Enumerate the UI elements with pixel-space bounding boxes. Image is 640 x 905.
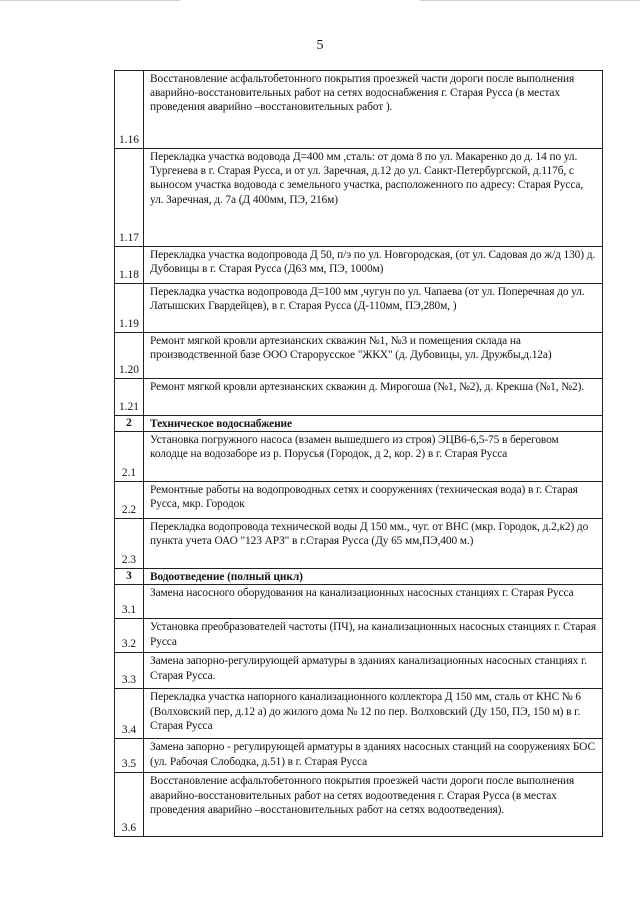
work-description: Установка преобразователей частоты (ПЧ), на канализационных насосных станциях г. Старая Русса <box>144 619 603 653</box>
row-number: 1.19 <box>115 284 144 333</box>
work-description: Замена насосного оборудования на канализационных насосных станциях г. Старая Русса <box>144 585 603 619</box>
row-number: 1.16 <box>115 71 144 149</box>
table-row <box>115 284 603 333</box>
table-row <box>115 432 603 482</box>
table-row <box>115 653 603 689</box>
row-number: 1.17 <box>115 149 144 247</box>
table-row <box>115 379 603 416</box>
table-row <box>115 689 603 739</box>
page-number: 5 <box>316 38 324 53</box>
table-row <box>115 149 603 247</box>
scan-edge-line <box>420 0 640 1</box>
work-description: Ремонт мягкой кровли артезианских скважин д. Мирогоша (№1, №2), д. Крекша (№1, №2). <box>144 379 603 416</box>
table-row <box>115 585 603 619</box>
row-number: 2 <box>115 416 144 432</box>
row-number: 2.2 <box>115 482 144 519</box>
work-description: Перекладка водопровода технической воды Д 150 мм., чуг. от ВНС (мкр. Городок, д.2,к2) до пункта учета ОАО "123 АРЗ" в г.Старая Русса (Ду 65 мм,ПЭ,400 м.) <box>144 519 603 569</box>
row-number: 3.6 <box>115 773 144 837</box>
work-description: Замена запорно - регулирующей арматуры в зданиях насосных станций на сооружениях БОС (ул. Рабочая Слободка, д.51) в г. Старая Русса <box>144 739 603 773</box>
table-row <box>115 333 603 379</box>
section-row <box>115 416 603 432</box>
row-number: 2.3 <box>115 519 144 569</box>
work-description: Восстановление асфальтобетонного покрытия проезжей части дороги после выполнения аварийно-восстановительных работ на сетях водоотведения г. Старая Русса (в местах проведения аварийно –восстановительных работ на сетях водоотведения). <box>144 773 603 837</box>
row-number: 3.3 <box>115 653 144 689</box>
table-row <box>115 71 603 149</box>
work-description: Перекладка участка водопровода Д=100 мм ,чугун по ул. Чапаева (от ул. Поперечная до ул. Латышских Гвардейцев), в г. Старая Русса (Д-110мм, ПЭ,280м, ) <box>144 284 603 333</box>
work-description: Перекладка участка напорного канализационного коллектора Д 150 мм, сталь от КНС № 6 (Волховский пер, д.12 а) до жилого дома № 12 по пер. Волховский (Ду 150, ПЭ, 150 м) в г. Старая Русса <box>144 689 603 739</box>
row-number: 1.18 <box>115 247 144 284</box>
row-number: 3.1 <box>115 585 144 619</box>
works-table <box>114 70 603 837</box>
section-title: Водоотведение (полный цикл) <box>144 569 603 585</box>
row-number: 3.2 <box>115 619 144 653</box>
section-row <box>115 569 603 585</box>
row-number: 3.4 <box>115 689 144 739</box>
work-description: Установка погружного насоса (взамен вышедшего из строя) ЭЦВ6-6,5-75 в береговом колодце на водозаборе из р. Порусья (Городок, д 2, кор. 2) в г. Старая Русса <box>144 432 603 482</box>
work-description: Перекладка участка водовода Д=400 мм ,сталь: от дома 8 по ул. Макаренко до д. 14 по ул. Тургенева в г. Старая Русса, и от ул. Заречная, д.12 до ул. Санкт-Петербургской, д.117б, с выносом участка водовода с земельного участка, расположенного по адресу: Старая Русса, ул. Заречная, д. 7а (Д 400мм, ПЭ, 216м) <box>144 149 603 247</box>
work-description: Восстановление асфальтобетонного покрытия проезжей части дороги после выполнения аварийно-восстановительных работ на сетях водоснабжения г. Старая Русса (в местах проведения аварийно –восстановительных работ ). <box>144 71 603 149</box>
work-description: Перекладка участка водопровода Д 50, п/э по ул. Новгородская, (от ул. Садовая до ж/д 130) д. Дубовицы в г. Старая Русса (Д63 мм, ПЭ, 1000м) <box>144 247 603 284</box>
work-description: Замена запорно-регулирующей арматуры в зданиях канализационных насосных станциях г. Старая Русса. <box>144 653 603 689</box>
row-number: 3 <box>115 569 144 585</box>
scan-edge-line <box>0 0 180 1</box>
table-row <box>115 619 603 653</box>
table-row <box>115 519 603 569</box>
table-row <box>115 247 603 284</box>
row-number: 1.21 <box>115 379 144 416</box>
table-row <box>115 773 603 837</box>
work-description: Ремонтные работы на водопроводных сетях и сооружениях (техническая вода) в г. Старая Русса, мкр. Городок <box>144 482 603 519</box>
row-number: 1.20 <box>115 333 144 379</box>
table-row <box>115 482 603 519</box>
work-description: Ремонт мягкой кровли артезианских скважин №1, №3 и помещения склада на производственной базе ООО Старорусское "ЖКХ" (д. Дубовицы, ул. Дружбы,д.12а) <box>144 333 603 379</box>
row-number: 2.1 <box>115 432 144 482</box>
table-row <box>115 739 603 773</box>
row-number: 3.5 <box>115 739 144 773</box>
section-title: Техническое водоснабжение <box>144 416 603 432</box>
